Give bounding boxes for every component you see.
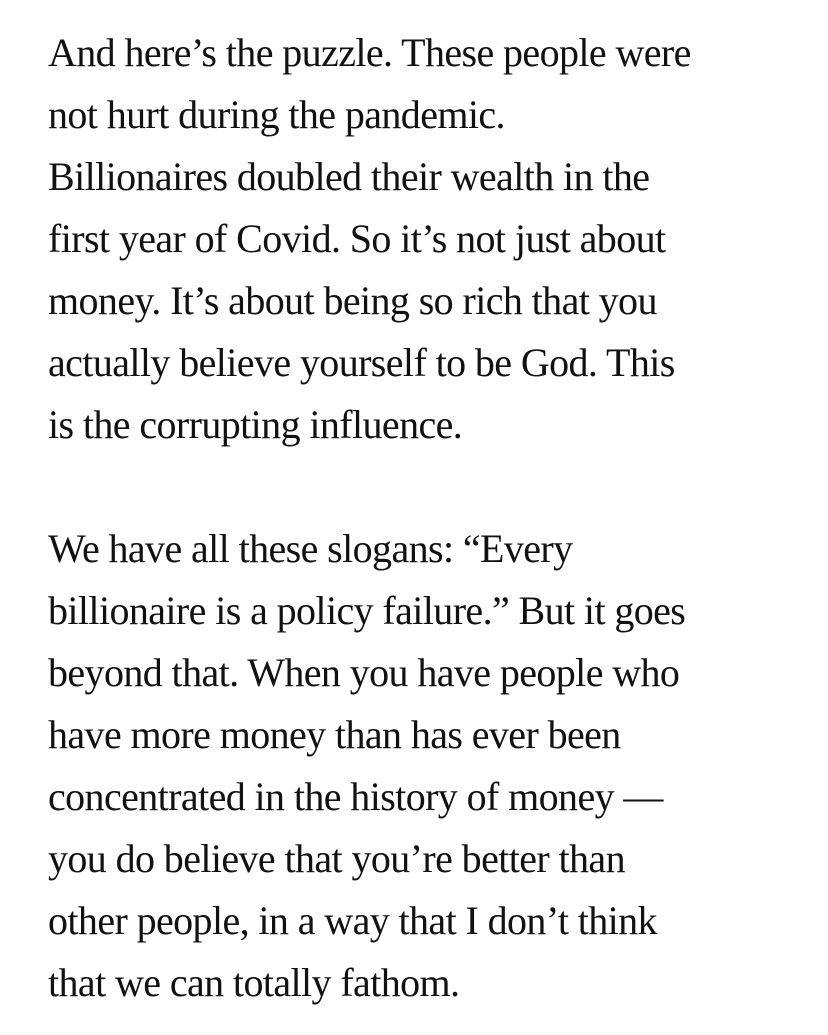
paragraph-line: have more money than has ever been bbox=[48, 712, 621, 757]
paragraph-line: beyond that. When you have people who bbox=[48, 650, 680, 695]
paragraph-line: not hurt during the pandemic. bbox=[48, 92, 505, 137]
paragraph-line: is the corrupting influence. bbox=[48, 402, 463, 447]
paragraph-line: We have all these slogans: “Every bbox=[48, 526, 573, 571]
paragraph-line: billionaire is a policy failure.” But it goes bbox=[48, 588, 686, 633]
paragraph-1 bbox=[48, 22, 808, 456]
article-body bbox=[48, 22, 808, 1014]
paragraph-line: And here’s the puzzle. These people were bbox=[48, 30, 691, 75]
paragraph-line: first year of Covid. So it’s not just about bbox=[48, 216, 666, 261]
paragraph-line: money. It’s about being so rich that you bbox=[48, 278, 657, 323]
paragraph-2 bbox=[48, 518, 808, 1014]
paragraph-line: concentrated in the history of money — bbox=[48, 774, 663, 819]
paragraph-line: that we can totally fathom. bbox=[48, 960, 460, 1005]
paragraph-line: you do believe that you’re better than bbox=[48, 836, 625, 881]
paragraph-line: actually believe yourself to be God. This bbox=[48, 340, 675, 385]
paragraph-line: Billionaires doubled their wealth in the bbox=[48, 154, 650, 199]
paragraph-line: other people, in a way that I don’t think bbox=[48, 898, 657, 943]
